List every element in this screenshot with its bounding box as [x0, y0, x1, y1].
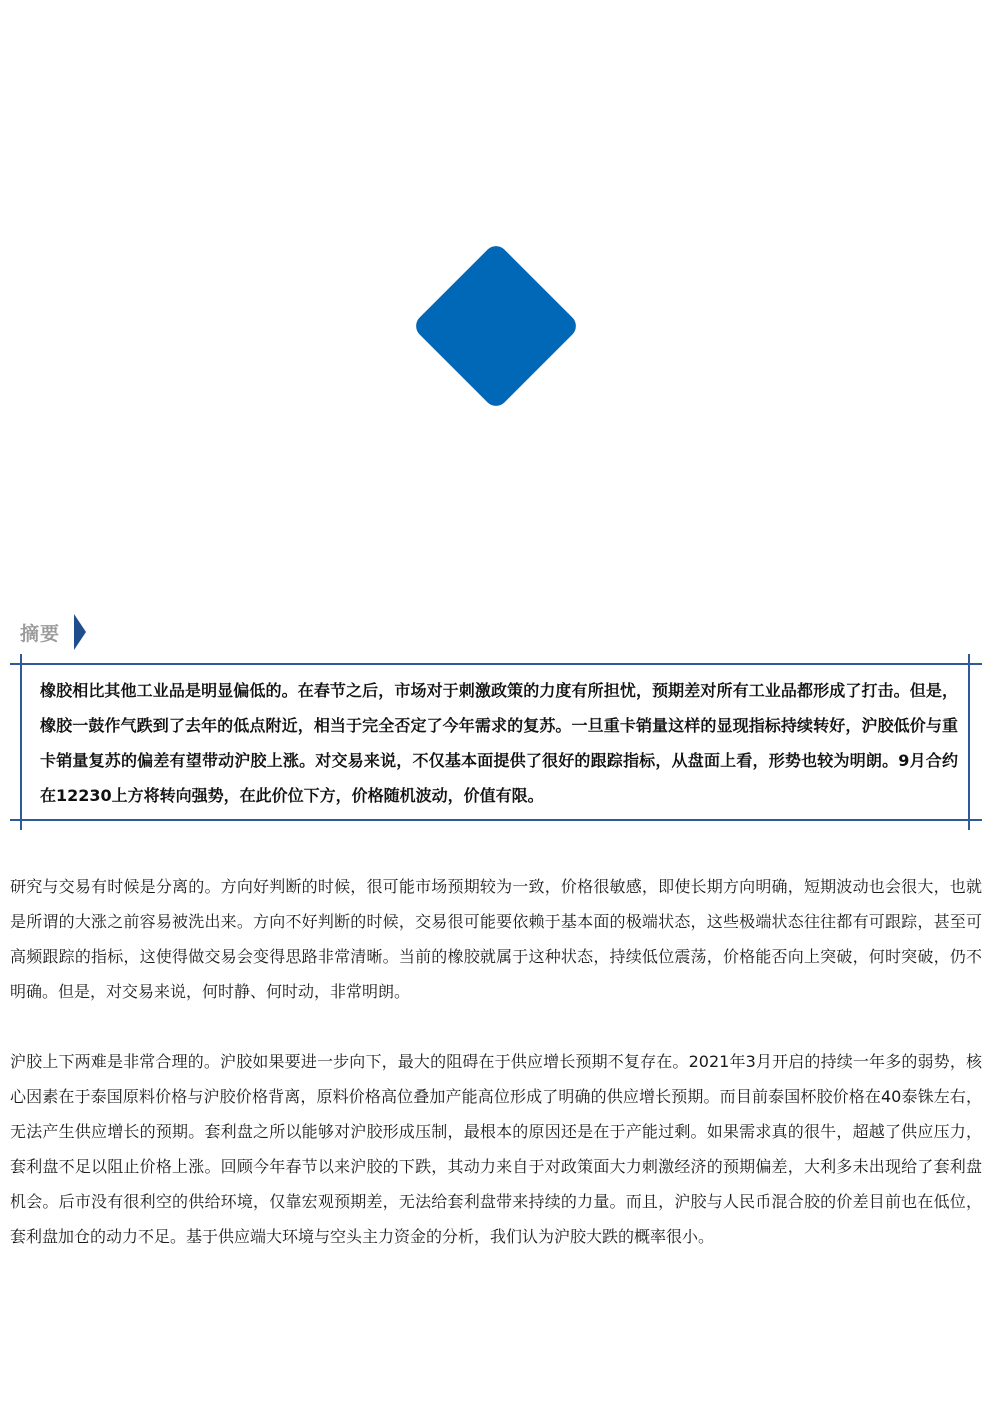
summary-left-rule: [20, 654, 22, 830]
summary-box: [10, 654, 982, 830]
chevron-right-icon: [74, 614, 86, 650]
body-paragraph-1: 研究与交易有时候是分离的。方向好判断的时候，很可能市场预期较为一致，价格很敏感，即使长期方向明确，短期波动也会很大，也就是所谓的大涨之前容易被洗出来。方向不好判断的时候，交易很可能要依赖于基本面的极端状态，这些极端状态往往都有可跟踪，甚至可高频跟踪的指标，这使得做交易会变得思路非常清晰。当前的橡胶就属于这种状态，持续低位震荡，价格能否向上突破，何时突破，仍不明确。但是，对交易来说，何时静、何时动，非常明朗。: [10, 877, 982, 1001]
section-header: [20, 612, 86, 652]
section-title: 摘要: [20, 622, 61, 645]
summary-right-rule: [968, 654, 970, 830]
summary-bottom-rule: [10, 819, 982, 821]
diamond-logo-icon: [411, 241, 581, 411]
body-paragraph-2: 沪胶上下两难是非常合理的。沪胶如果要进一步向下，最大的阻碍在于供应增长预期不复存在。2021年3月开启的持续一年多的弱势，核心因素在于泰国原料价格与沪胶价格背离，原料价格高位叠加产能高位形成了明确的供应增长预期。而目前泰国杯胶价格在40泰铢左右，无法产生供应增长的预期。套利盘之所以能够对沪胶形成压制，最根本的原因还是在于产能过剩。如果需求真的很牛，超越了供应压力，套利盘不足以阻止价格上涨。回顾今年春节以来沪胶的下跌，其动力来自于对政策面大力刺激经济的预期偏差，大利多未出现给了套利盘机会。后市没有很利空的供给环境，仅靠宏观预期差，无法给套利盘带来持续的力量。而且，沪胶与人民币混合胶的价差目前也在低位，套利盘加仓的动力不足。基于供应端大环境与空头主力资金的分析，我们认为沪胶大跌的概率很小。: [10, 1052, 982, 1246]
summary-top-rule: [10, 663, 982, 665]
summary-text: 橡胶相比其他工业品是明显偏低的。在春节之后，市场对于刺激政策的力度有所担忧，预期差对所有工业品都形成了打击。但是，橡胶一鼓作气跌到了去年的低点附近，相当于完全否定了今年需求的复苏。一旦重卡销量这样的显现指标持续转好，沪胶低价与重卡销量复苏的偏差有望带动沪胶上涨。对交易来说，不仅基本面提供了很好的跟踪指标，从盘面上看，形势也较为明朗。9月合约在12230上方将转向强势，在此价位下方，价格随机波动，价值有限。: [40, 681, 958, 805]
